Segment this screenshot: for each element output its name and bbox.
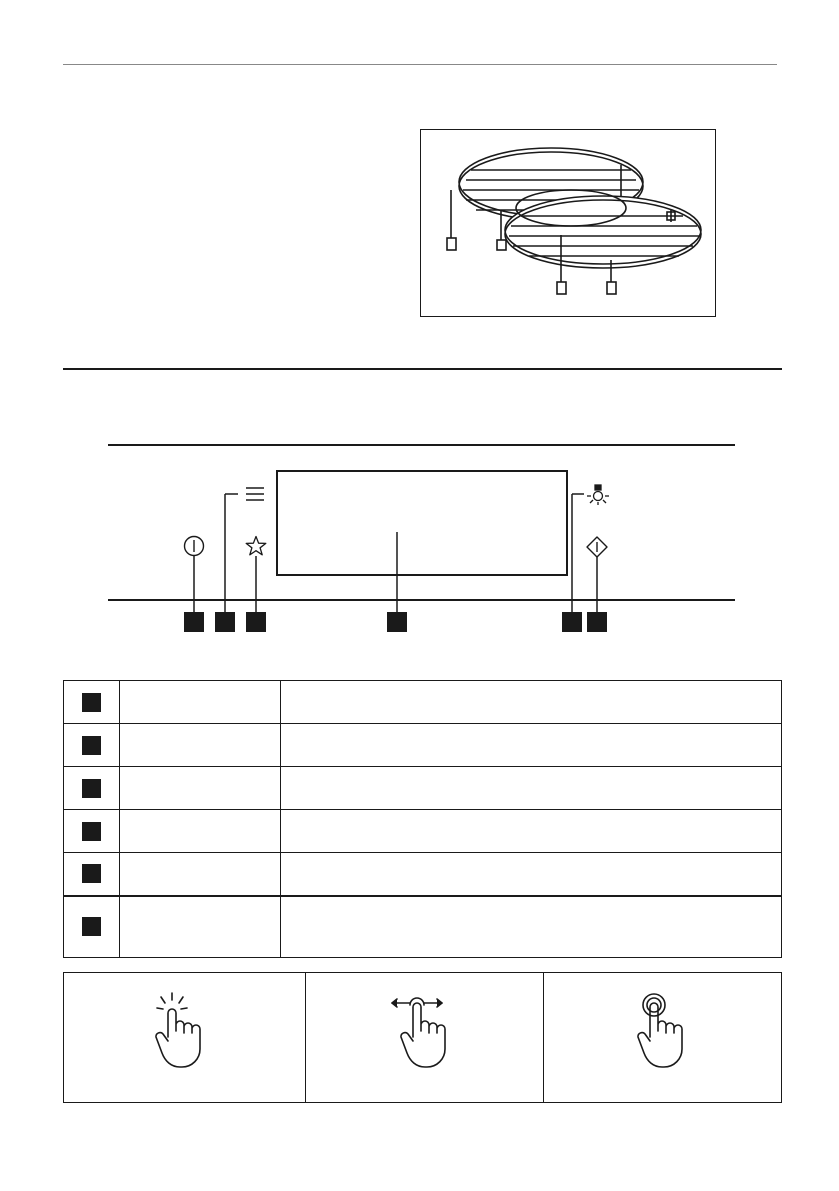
row-marker [82,693,101,712]
table-row [64,896,782,958]
touch-hold-gesture-icon [634,991,694,1071]
description-cell [281,681,782,724]
callout-marker-5 [562,612,582,632]
table-row [64,767,782,810]
row-marker [82,779,101,798]
description-cell [281,810,782,853]
function-cell [120,724,281,767]
table-row [64,853,782,896]
callout-marker-2 [215,612,235,632]
description-cell [281,767,782,810]
row-marker [82,736,101,755]
gesture-cell-touch-hold [543,972,782,1103]
light-icon [586,484,610,506]
star-icon [245,535,267,557]
row-marker [82,822,101,841]
callout-marker-1 [184,612,204,632]
legend-table [63,680,782,958]
gesture-cell-tap [63,972,306,1103]
row-marker [82,864,101,883]
gesture-cell-slide [305,972,544,1103]
slide-gesture-icon [390,991,460,1071]
function-cell [120,681,281,724]
table-row [64,724,782,767]
power-icon [183,535,205,557]
table-row [64,681,782,724]
menu-icon [245,486,265,502]
callout-marker-6 [587,612,607,632]
function-cell [120,767,281,810]
callout-marker-3 [246,612,266,632]
callout-marker-4 [387,612,407,632]
function-cell [120,853,281,896]
description-cell [281,724,782,767]
table-row [64,810,782,853]
description-cell [281,896,782,958]
description-cell [281,853,782,896]
function-cell [120,810,281,853]
tap-gesture-icon [152,991,212,1071]
start-icon [586,536,608,558]
row-marker [82,917,101,936]
function-cell [120,896,281,958]
